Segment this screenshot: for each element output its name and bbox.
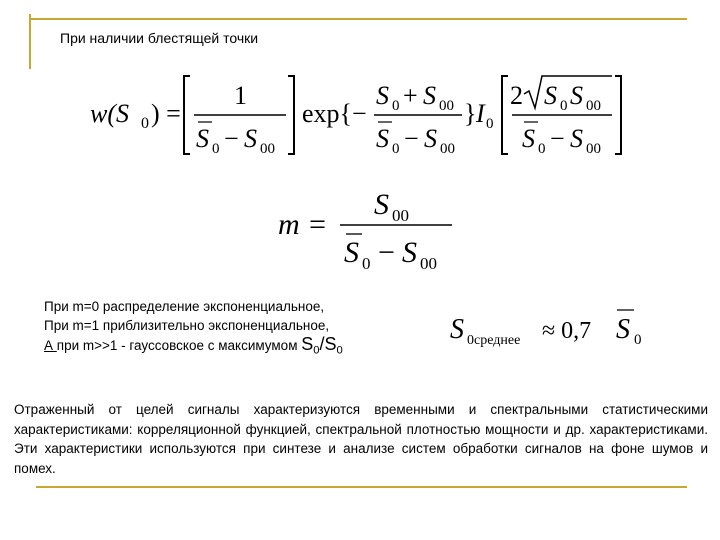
svg-text:0: 0	[560, 98, 568, 114]
slide-title: При наличии блестящей точки	[60, 30, 259, 46]
left-accent-line	[29, 14, 31, 69]
bottom-accent-line	[36, 486, 687, 488]
svg-text:0: 0	[486, 116, 494, 132]
svg-text:S: S	[374, 188, 389, 221]
svg-text:00: 00	[439, 98, 454, 114]
svg-text:0: 0	[362, 254, 371, 273]
svg-text:S: S	[570, 124, 583, 153]
svg-text:S: S	[423, 81, 436, 110]
svg-text:S: S	[244, 124, 257, 153]
svg-text:00: 00	[392, 206, 409, 225]
lhs-end: ) =	[151, 99, 181, 128]
svg-text:S: S	[196, 124, 209, 153]
bracket-right-1	[288, 76, 294, 154]
svg-text:0: 0	[392, 98, 400, 114]
svg-text:+: +	[403, 81, 418, 110]
formula-w-distribution	[90, 70, 630, 160]
lhs-w: w(S	[90, 99, 129, 128]
svg-text:00: 00	[586, 98, 601, 114]
svg-text:−: −	[550, 124, 565, 153]
note-line: А при m>>1 - гауссовское с максимумом $S_0/S_0$	[44, 334, 343, 357]
bracket-right-2	[615, 76, 621, 154]
svg-text:−: −	[378, 236, 395, 269]
numerator-one: 1	[234, 81, 247, 110]
svg-text:m =: m =	[278, 208, 328, 241]
svg-text:00: 00	[440, 141, 455, 157]
svg-text:S: S	[450, 314, 464, 345]
svg-text:00: 00	[586, 141, 601, 157]
svg-text:−: −	[404, 124, 419, 153]
svg-text:0среднее: 0среднее	[467, 333, 521, 348]
svg-text:≈ 0,7: ≈ 0,7	[542, 318, 592, 344]
exp-label: exp{−	[302, 99, 367, 128]
distribution-notes	[44, 297, 343, 361]
svg-text:S: S	[344, 236, 359, 269]
svg-text:2: 2	[510, 81, 523, 110]
svg-text:0: 0	[634, 332, 642, 348]
bracket-left-1	[184, 76, 190, 154]
bessel-I: I	[476, 99, 485, 128]
formula-s-average	[450, 302, 660, 352]
body-paragraph: Отраженный от целей сигналы характеризуются временными и спектральными статистическими характеристиками: корреляционной функцией, спектральной плотностью мощности и др. характеристиками. Эти характеристики используются при синтезе и анализе систем обработки сигналов на фоне шумов и помех.	[14, 402, 708, 476]
svg-text:−: −	[224, 124, 239, 153]
svg-text:S: S	[402, 236, 417, 269]
svg-text:S: S	[570, 81, 583, 110]
lhs-sub: 0	[141, 115, 149, 132]
svg-text:00: 00	[420, 254, 437, 273]
top-accent-line	[29, 18, 687, 20]
svg-text:S: S	[544, 81, 557, 110]
svg-text:00: 00	[260, 141, 275, 157]
svg-text:S: S	[376, 81, 389, 110]
svg-text:}: }	[464, 99, 477, 128]
svg-text:0: 0	[392, 141, 400, 157]
note-line: При m=1 приблизительно экспоненциальное,	[44, 318, 330, 333]
svg-text:S: S	[424, 124, 437, 153]
svg-text:0: 0	[538, 141, 546, 157]
bracket-left-2	[502, 76, 508, 154]
svg-text:S: S	[376, 124, 389, 153]
svg-text:0: 0	[212, 141, 220, 157]
formula-m	[278, 182, 458, 274]
svg-text:S: S	[616, 314, 630, 345]
svg-text:S: S	[522, 124, 535, 153]
note-line: При m=0 распределение экспоненциальное,	[44, 299, 325, 314]
